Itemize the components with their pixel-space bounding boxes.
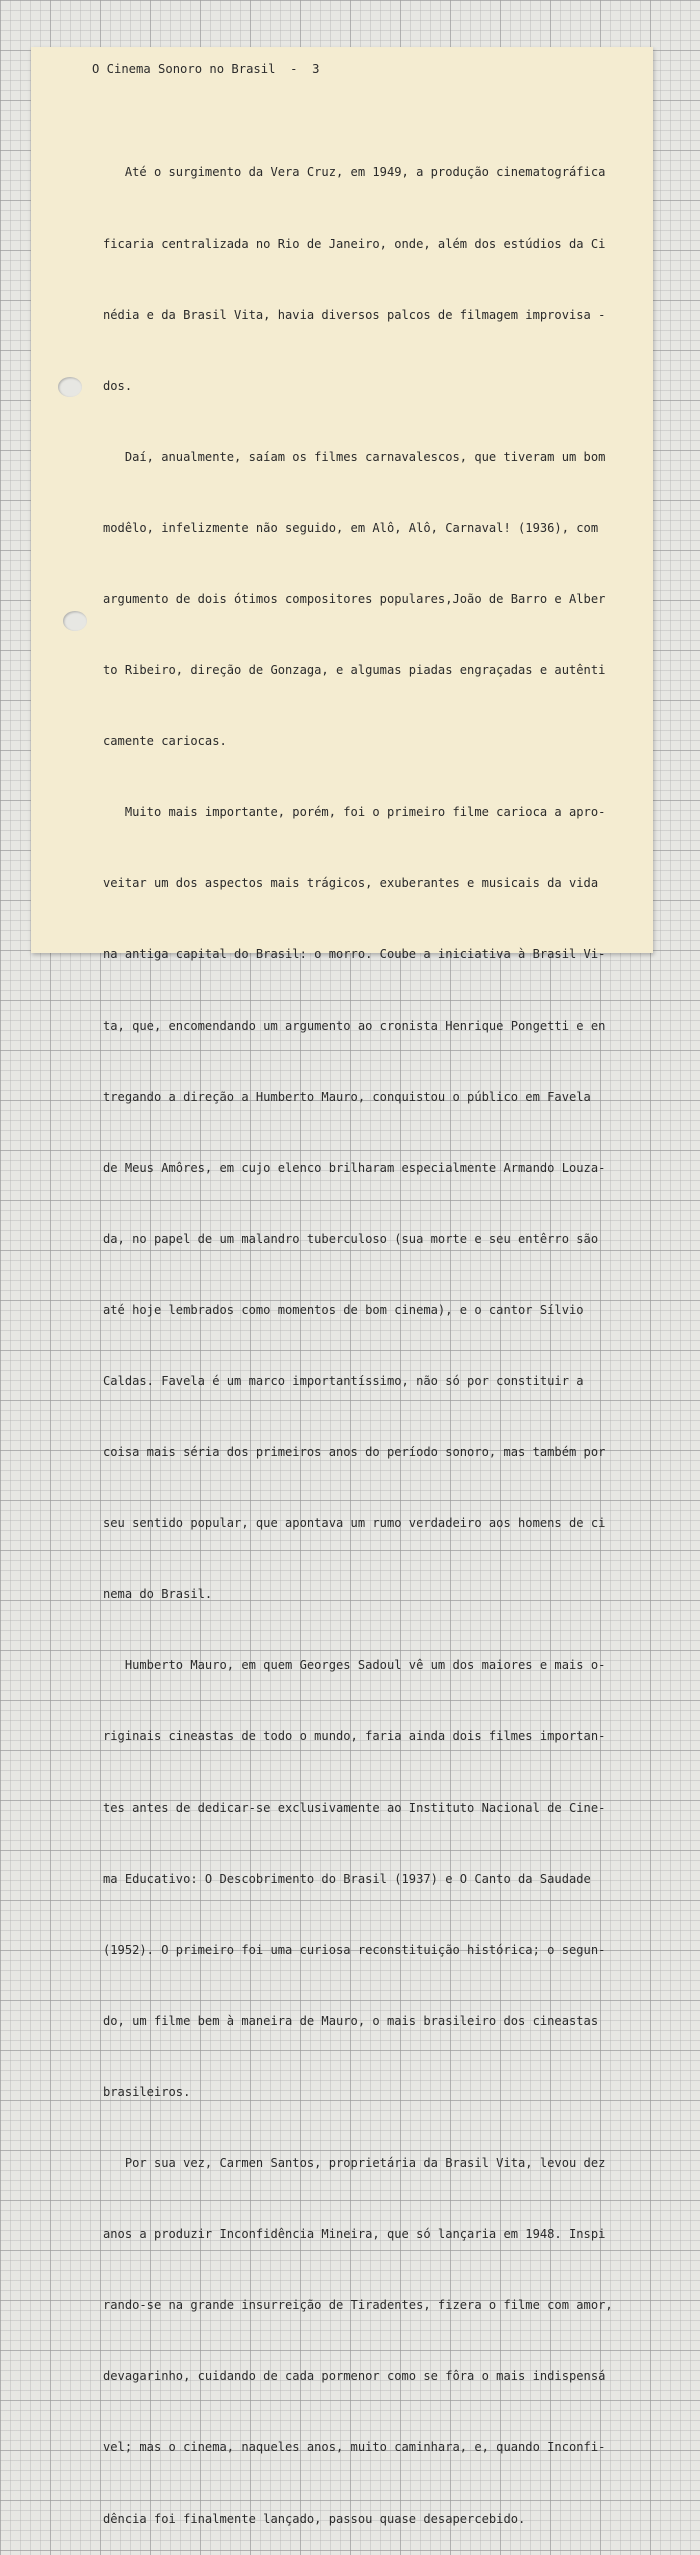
text-line: dência foi finalmente lançado, passou quase desapercebido.	[103, 2511, 526, 2526]
text-line: tes antes de dedicar-se exclusivamente ao Instituto Nacional de Cine-	[103, 1800, 606, 1815]
page-header: O Cinema Sonoro no Brasil - 3	[92, 62, 320, 76]
text-line: tregando a direção a Humberto Mauro, conquistou o público em Favela	[103, 1089, 591, 1104]
text-line: dos.	[103, 378, 133, 393]
text-line: camente cariocas.	[103, 734, 227, 749]
text-line: de Meus Amôres, em cujo elenco brilharam especialmente Armando Louza-	[103, 1160, 606, 1175]
text-line: da, no papel de um malandro tuberculoso (sua morte e seu entêrro são	[103, 1231, 599, 1246]
text-line: nédia e da Brasil Vita, havia diversos palcos de filmagem improvisa -	[103, 307, 606, 322]
text-line: Humberto Mauro, em quem Georges Sadoul vê um dos maiores e mais o-	[103, 1658, 606, 1673]
text-line: Por sua vez, Carmen Santos, proprietária da Brasil Vita, levou dez	[103, 2156, 606, 2171]
text-line: do, um filme bem à maneira de Mauro, o mais brasileiro dos cineastas	[103, 2013, 599, 2028]
text-line: coisa mais séria dos primeiros anos do período sonoro, mas também por	[103, 1445, 606, 1460]
text-line: nema do Brasil.	[103, 1587, 213, 1602]
text-line: argumento de dois ótimos compositores populares,João de Barro e Alber	[103, 591, 606, 606]
text-line: ma Educativo: O Descobrimento do Brasil (1937) e O Canto da Saudade	[103, 1871, 591, 1886]
text-line: Daí, anualmente, saíam os filmes carnavalescos, que tiveram um bom	[103, 449, 606, 464]
text-line: modêlo, infelizmente não seguido, em Alô, Alô, Carnaval! (1936), com	[103, 520, 599, 535]
text-line: to Ribeiro, direção de Gonzaga, e algumas piadas engraçadas e autênti	[103, 663, 606, 678]
text-line: (1952). O primeiro foi uma curiosa reconstituição histórica; o segun-	[103, 1942, 606, 1957]
text-line: anos a produzir Inconfidência Mineira, que só lançaria em 1948. Inspi	[103, 2227, 606, 2242]
punch-hole	[58, 377, 82, 397]
text-line: Até o surgimento da Vera Cruz, em 1949, a produção cinematográfica	[103, 165, 606, 180]
text-line: seu sentido popular, que apontava um rumo verdadeiro aos homens de ci	[103, 1516, 606, 1531]
text-line: Caldas. Favela é um marco importantíssimo, não só por constituir a	[103, 1374, 584, 1388]
text-line: ta, que, encomendando um argumento ao cronista Henrique Pongetti e en	[103, 1018, 606, 1033]
text-line: Muito mais importante, porém, foi o primeiro filme carioca a apro-	[103, 805, 606, 820]
text-line: até hoje lembrados como momentos de bom cinema), e o cantor Sílvio	[103, 1302, 584, 1317]
text-line: rando-se na grande insurreição de Tiradentes, fizera o filme com amor,	[103, 2298, 613, 2313]
text-line: riginais cineastas de todo o mundo, faria ainda dois filmes importan-	[103, 1729, 606, 1744]
text-line: veitar um dos aspectos mais trágicos, exuberantes e musicais da vida	[103, 876, 599, 891]
punch-hole	[63, 611, 87, 631]
text-line: brasileiros.	[103, 2084, 191, 2099]
body-text	[103, 114, 633, 2555]
text-line: ficaria centralizada no Rio de Janeiro, onde, além dos estúdios da Ci	[103, 236, 606, 251]
text-line: devagarinho, cuidando de cada pormenor como se fôra o mais indispensá	[103, 2369, 606, 2384]
text-line: vel; mas o cinema, naqueles anos, muito caminhara, e, quando Inconfi-	[103, 2440, 606, 2455]
text-line: na antiga capital do Brasil: o morro. Coube a iniciativa à Brasil Vi-	[103, 947, 606, 962]
